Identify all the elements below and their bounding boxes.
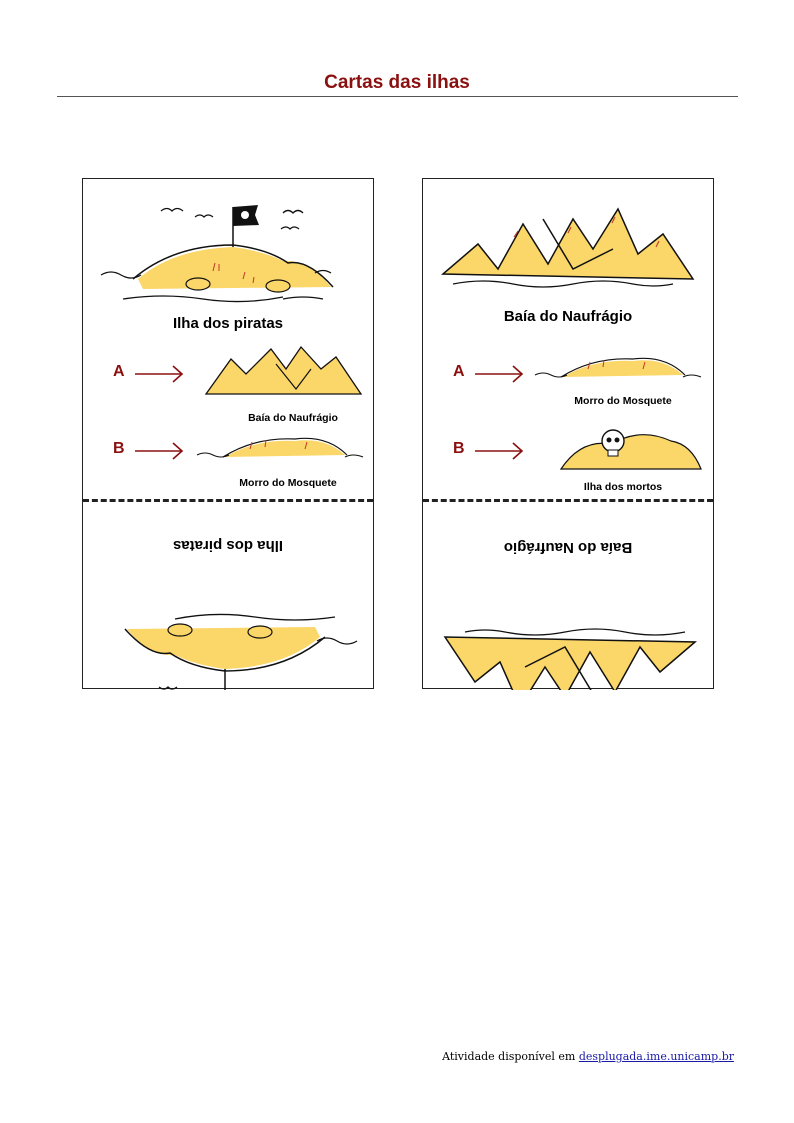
- option-letter-a: A: [113, 363, 125, 380]
- option-letter-b: B: [453, 440, 465, 457]
- dead-island-mini-icon: [551, 419, 711, 479]
- arrow-right-icon: [133, 440, 185, 462]
- card-title-flipped: Ilha dos piratas: [172, 537, 284, 554]
- card-ilha-dos-piratas: [82, 178, 374, 689]
- option-caption-b: Morro do Mosquete: [239, 477, 337, 489]
- option-caption-b: Ilha dos mortos: [583, 481, 663, 493]
- fold-line: [83, 499, 373, 502]
- arrow-right-icon: [473, 363, 525, 385]
- shipwreck-bay-mini-icon: [201, 339, 366, 399]
- footer-link[interactable]: desplugada.ime.unicamp.br: [578, 1050, 734, 1063]
- arrow-right-icon: [473, 440, 525, 462]
- footer: [442, 1050, 734, 1063]
- title-divider: [57, 96, 738, 97]
- option-letter-a: A: [453, 363, 465, 380]
- card-title: Baía do Naufrágio: [503, 308, 633, 325]
- musket-hill-mini-icon: [195, 427, 370, 467]
- option-caption-a: Morro do Mosquete: [574, 395, 672, 407]
- card-baia-do-naufragio: [422, 178, 714, 689]
- option-caption-a: Baía do Naufrágio: [248, 412, 338, 424]
- footer-text: Atividade disponível em: [442, 1050, 579, 1063]
- fold-line: [423, 499, 713, 502]
- bird-icon: [161, 209, 303, 230]
- option-letter-b: B: [113, 440, 125, 457]
- card-title-flipped: Baía do Naufrágio: [503, 539, 633, 556]
- arrow-right-icon: [133, 363, 185, 385]
- musket-hill-mini-icon: [533, 347, 713, 387]
- page-title: Cartas das ilhas: [324, 72, 470, 93]
- card-title: Ilha dos piratas: [172, 315, 284, 332]
